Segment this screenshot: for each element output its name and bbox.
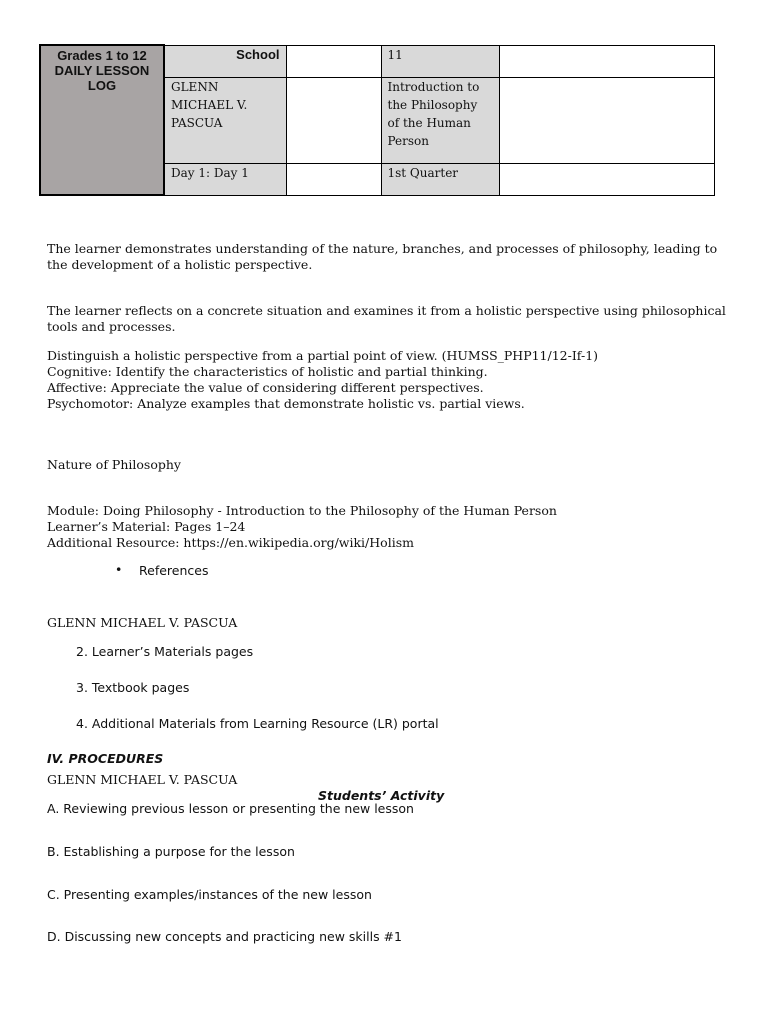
resource-line: Module: Doing Philosophy - Introduction to the Philosophy of the Human Person bbox=[47, 503, 557, 518]
procedure-d: D. Discussing new concepts and practicing new skills #1 bbox=[47, 929, 402, 944]
day-extra-cell bbox=[286, 163, 381, 195]
resource-line: Additional Resource: https://en.wikipedia.org/wiki/Holism bbox=[47, 535, 414, 550]
dll-title-cell bbox=[40, 45, 164, 195]
textbook-pages-item: 3. Textbook pages bbox=[76, 680, 190, 695]
learners-materials-item: 2. Learner’s Materials pages bbox=[76, 644, 254, 659]
additional-materials-item: 4. Additional Materials from Learning Resource (LR) portal bbox=[76, 716, 439, 731]
teacher-name-2: GLENN MICHAEL V. PASCUA bbox=[47, 772, 238, 787]
procedures-heading: IV. PROCEDURES bbox=[47, 751, 164, 766]
content-topic: Nature of Philosophy bbox=[47, 457, 181, 472]
competency-line: Affective: Appreciate the value of considering different perspectives. bbox=[47, 380, 484, 395]
school-label-cell bbox=[164, 45, 286, 77]
grade-value: 11 bbox=[387, 47, 403, 62]
lesson-log-header-table bbox=[39, 44, 715, 196]
school-value-cell bbox=[286, 45, 381, 77]
teacher-cell bbox=[164, 77, 286, 163]
competency-line: Psychomotor: Analyze examples that demonstrate holistic vs. partial views. bbox=[47, 396, 525, 411]
competency-line: Distinguish a holistic perspective from a partial point of view. (HUMSS_PHP11/12-If-1) bbox=[47, 348, 599, 363]
subject-extra-cell bbox=[499, 77, 714, 163]
performance-standard: The learner reflects on a concrete situation and examines it from a holistic perspective using philosophical tools and processes. bbox=[47, 303, 726, 334]
teacher-name-1: GLENN MICHAEL V. PASCUA bbox=[47, 615, 238, 630]
dll-title-line2: DAILY LESSON bbox=[54, 63, 150, 78]
day-cell bbox=[164, 163, 286, 195]
references-item: References bbox=[139, 563, 209, 578]
grade-extra-cell bbox=[499, 45, 714, 77]
procedure-c: C. Presenting examples/instances of the new lesson bbox=[47, 887, 372, 902]
students-activity-heading: Students’ Activity bbox=[318, 788, 445, 803]
learning-competencies bbox=[47, 348, 727, 412]
bullet-icon: • bbox=[115, 562, 123, 577]
procedure-a: A. Reviewing previous lesson or presenting the new lesson bbox=[47, 801, 414, 816]
quarter-value: 1st Quarter bbox=[387, 165, 459, 180]
subject-value: Introduction to the Philosophy of the Human Person bbox=[387, 79, 480, 148]
school-label: School bbox=[236, 46, 280, 62]
resource-line: Learner’s Material: Pages 1–24 bbox=[47, 519, 246, 534]
procedure-b: B. Establishing a purpose for the lesson bbox=[47, 844, 295, 859]
competency-line: Cognitive: Identify the characteristics of holistic and partial thinking. bbox=[47, 364, 488, 379]
grade-cell bbox=[381, 45, 499, 77]
quarter-extra-cell bbox=[499, 163, 714, 195]
quarter-cell bbox=[381, 163, 499, 195]
day-value: Day 1: Day 1 bbox=[171, 165, 249, 180]
dll-title-line3: LOG bbox=[87, 78, 117, 93]
content-standard: The learner demonstrates understanding of the nature, branches, and processes of philosophy, leading to the development of a holistic perspective. bbox=[47, 241, 718, 272]
teacher-extra-cell bbox=[286, 77, 381, 163]
dll-title-line1: Grades 1 to 12 bbox=[57, 48, 147, 63]
learning-resources bbox=[47, 503, 727, 551]
teacher-name: GLENN MICHAEL V. PASCUA bbox=[171, 79, 248, 130]
subject-cell bbox=[381, 77, 499, 163]
